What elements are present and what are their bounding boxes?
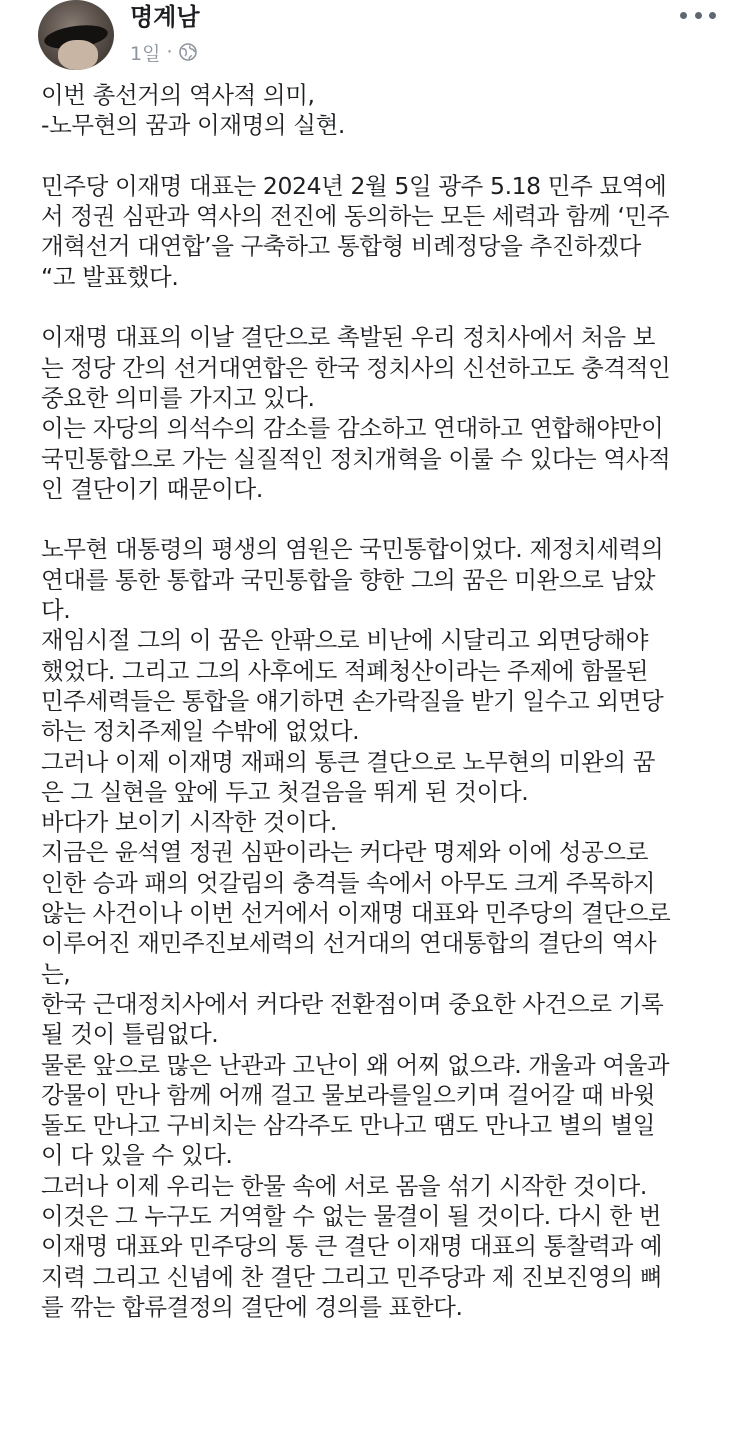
- post-title-line1: 이번 총선거의 역사적 의미,: [41, 81, 315, 109]
- more-dot: [695, 12, 702, 19]
- more-dot: [709, 12, 716, 19]
- post-paragraph-3: 노무현 대통령의 평생의 염원은 국민통합이었다. 제정치세력의 연대를 통한 통합과 국민통합을 향한 그의 꿈은 미완으로 남았 다. 재임시절 그의 이 꿈은 안팎으로 비난에 시달리고 외면당해야 했었다. 그리고 그의 사후에도 적폐청산이라는 주제에 함몰된 민주세력들은 통합을 얘기하면 손가락질을 받기 일수고 외면당 하는 정치주제일 수밖에 없었다. 그러나 이제 이재명 재패의 통큰 결단으로 노무현의 미완의 꿈 은 그 실현을 앞에 두고 첫걸음을 뛰게 된 것이다. 바다가 보이기 시작한 것이다. 지금은 윤석열 정권 심판이라는 커다란 명제와 이에 성공으로 인한 승과 패의 엇갈림의 충격들 속에서 아무도 크게 주목하지 않는 사건이나 이번 선거에서 이재명 대표와 민주당의 결단으로 이루어진 재민주진보세력의 선거대의 연대통합의 결단의 역사 는, 한국 근대정치사에서 커다란 전환점이며 중요한 사건으로 기록 될 것이 틀림없다. 물론 앞으로 많은 난관과 고난이 왜 어찌 없으랴. 개울과 여울과 강물이 만나 함께 어깨 걸고 물보라를일으키며 걸어갈 때 바윗 돌도 만나고 구비치는 삼각주도 만나고 땜도 만나고 별의 별일 이 다 있을 수 있다. 그러나 이제 우리는 한물 속에 서로 몸을 섞기 시작한 것이다. 이것은 그 누구도 거역할 수 없는 물결이 될 것이다. 다시 한 번 이재명 대표와 민주당의 통 큰 결단 이재명 대표의 통찰력과 예 지력 그리고 신념에 찬 결단 그리고 민주당과 제 진보진영의 뼈 를 깎는 합류결정의 결단에 경의를 표한다.: [41, 535, 671, 1321]
- post-paragraph-1: 민주당 이재명 대표는 2024년 2월 5일 광주 5.18 민주 묘역에 서 정권 심판과 역사의 전진에 동의하는 모든 세력과 함께 ‘민주 개혁선거 대연합’을 구축하고 통합형 비례정당을 추진하겠다 “고 발표했다.: [41, 171, 670, 291]
- post-time[interactable]: 1일: [130, 42, 161, 65]
- paragraph-gap: [41, 141, 731, 171]
- post-paragraph-2: 이재명 대표의 이날 결단으로 촉발된 우리 정치사에서 처음 보 는 정당 간의 선거대연합은 한국 정치사의 신선하고도 충격적인 중요한 의미를 가지고 있다. 이는 자당의 의석수의 감소를 감소하고 연대하고 연합해야만이 국민통합으로 가는 실질적인 정치개혁을 이룰 수 있다는 역사적 인 결단이기 때문이다.: [41, 323, 671, 503]
- avatar-face: [58, 40, 98, 70]
- avatar[interactable]: [38, 0, 114, 70]
- post-title-line2: -노무현의 꿈과 이재명의 실현.: [41, 111, 345, 140]
- post-meta: [130, 40, 197, 64]
- author-name[interactable]: 명계남: [130, 3, 200, 31]
- paragraph-gap: [41, 504, 731, 534]
- more-dot: [680, 12, 687, 19]
- meta-separator: ·: [166, 41, 173, 63]
- more-options-icon[interactable]: [680, 8, 716, 22]
- post-header: [0, 0, 752, 72]
- globe-icon[interactable]: [179, 43, 197, 61]
- post-body: [41, 80, 731, 1322]
- paragraph-gap: [41, 292, 731, 322]
